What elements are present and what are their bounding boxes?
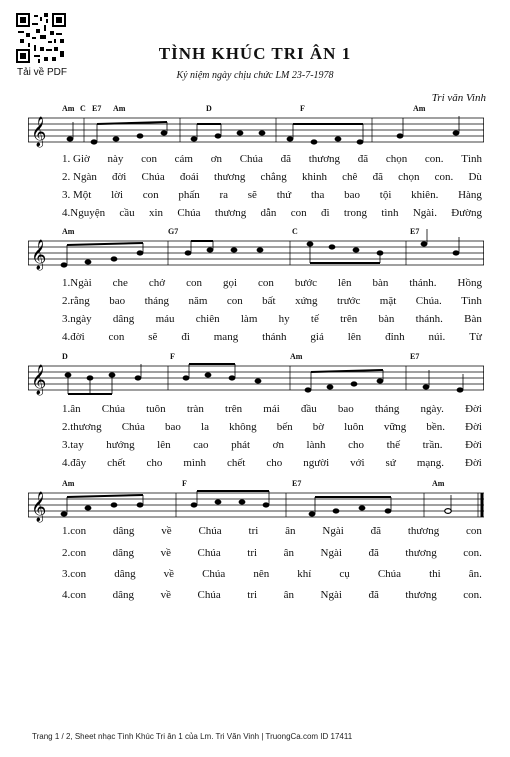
lyric-word: Đời [465, 421, 482, 433]
lyric-word: trước [336, 295, 361, 307]
lyric-word: Hồng [457, 277, 482, 289]
lyric-word: con. [434, 171, 454, 183]
lyric-line [62, 589, 482, 601]
lyric-word: chết [107, 457, 126, 469]
lyric-word: phát [231, 439, 251, 451]
lyric-word: đời [111, 171, 127, 183]
lyric-word: luôn [344, 421, 364, 433]
lyric-word: dâng [112, 547, 135, 559]
lyric-word: lên [157, 439, 171, 451]
lyric-word: chọn [385, 153, 408, 165]
treble-clef-icon: 𝄞 [31, 117, 47, 147]
lyric-word: trên [340, 313, 358, 325]
lyric-word: về [160, 547, 171, 559]
lyric-word: bền. [426, 421, 446, 433]
chord-symbol: G7 [168, 227, 179, 236]
lyric-word: Ngài. [412, 207, 437, 219]
lyric-word: tội [379, 189, 392, 201]
lyric-word: đi [181, 331, 190, 343]
lyric-word: Chúa [177, 207, 201, 219]
lyric-word: thương [407, 525, 440, 537]
lyric-word: che [112, 277, 128, 289]
lyric-word: Dù [468, 171, 482, 183]
chord-symbol: E7 [410, 352, 420, 361]
page-footer: Trang 1 / 2, Sheet nhạc Tình Khúc Tri ân 1 của Lm. Tri Văn Vinh | TruongCa.com ID 17411 [32, 732, 353, 741]
lyric-word: máu [155, 313, 175, 325]
chord-symbol: Am [290, 352, 303, 361]
lyric-word: bàn [372, 277, 389, 289]
lyric-word: Ngài [320, 589, 342, 601]
lyric-word: giá [310, 331, 324, 343]
chord-symbol: Am [62, 227, 75, 236]
lyric-word: cho [146, 457, 163, 469]
lyric-word: đã [280, 153, 292, 165]
lyric-word: đi [320, 207, 330, 219]
lyric-line [62, 207, 482, 219]
lyric-word: 3. Một [62, 189, 92, 201]
lyric-word: cụ [339, 568, 350, 580]
lyric-word: đoái [179, 171, 199, 183]
lyric-word: đầu [300, 403, 317, 415]
chord-symbol: C [80, 104, 86, 113]
lyric-word: thánh. [409, 277, 437, 289]
lyric-word: xứng [295, 295, 318, 307]
lyric-word: tuôn [146, 403, 166, 415]
lyric-line [62, 403, 482, 415]
lyric-word: đã [368, 547, 379, 559]
lyric-word: bến [276, 421, 293, 433]
lyric-word: mái [263, 403, 280, 415]
lyric-word: 1.Ngài [62, 277, 92, 289]
chord-symbol: F [170, 352, 175, 361]
lyric-word: đỉnh [385, 331, 405, 343]
lyric-line [62, 171, 482, 183]
lyric-line [62, 547, 482, 559]
chord-symbol: E7 [410, 227, 420, 236]
lyric-word: đã [372, 171, 383, 183]
chord-symbol: F [182, 479, 187, 488]
lyric-word: làm [240, 313, 258, 325]
lyric-word: con. [463, 589, 482, 601]
lyric-word: con [257, 277, 274, 289]
lyric-word: chẳng [260, 171, 287, 183]
lyric-word: bao [337, 403, 354, 415]
lyric-word: Ngài [320, 547, 342, 559]
lyric-word: Đời [465, 403, 482, 415]
lyric-line [62, 439, 482, 451]
lyric-word: tri [248, 525, 259, 537]
lyric-line [62, 313, 482, 325]
lyric-line [62, 153, 482, 165]
lyric-word: dẫn [260, 207, 277, 219]
lyric-word: năm [188, 295, 208, 307]
lyric-word: chở [148, 277, 166, 289]
lyric-word: đã [357, 153, 369, 165]
lyric-word: con [108, 331, 125, 343]
chord-symbol: E7 [92, 104, 102, 113]
chord-symbol: Am [432, 479, 445, 488]
lyric-word: ra [219, 189, 229, 201]
lyric-word: Hàng [458, 189, 482, 201]
lyric-word: 4.con [62, 589, 87, 601]
lyric-word: gọi [222, 277, 237, 289]
lyric-word: người [303, 457, 330, 469]
lyric-word: về [161, 525, 172, 537]
lyric-word: chọn [398, 171, 420, 183]
lyric-word: Tình [461, 295, 482, 307]
lyric-word: cho [266, 457, 283, 469]
lyric-word: 3.con [62, 568, 87, 580]
lyric-word: 4.đời [62, 331, 85, 343]
lyric-word: thương [214, 207, 247, 219]
lyric-word: ân [283, 589, 294, 601]
lyric-word: tri [247, 589, 258, 601]
lyric-word: sẽ [148, 331, 158, 343]
lyric-word: thương [214, 171, 246, 183]
lyric-word: 2.rằng [62, 295, 90, 307]
lyric-word: bờ [312, 421, 325, 433]
lyric-word: đã [370, 525, 382, 537]
lyric-word: lành [306, 439, 326, 451]
lyric-word: ân [285, 525, 296, 537]
lyric-word: mặt [379, 295, 397, 307]
lyric-word: 1. Giờ [62, 153, 90, 165]
lyric-word: ngày. [420, 403, 444, 415]
lyric-line [62, 525, 482, 537]
chord-symbol: Am [113, 104, 126, 113]
lyric-word: tháng [374, 403, 400, 415]
lyric-word: tha [310, 189, 325, 201]
chord-symbol: D [206, 104, 212, 113]
lyric-word: Bàn [464, 313, 482, 325]
lyric-word: con [290, 207, 307, 219]
lyric-line [62, 457, 482, 469]
lyric-word: dâng [112, 313, 135, 325]
lyric-word: Chúa [141, 171, 165, 183]
lyric-line [62, 295, 482, 307]
lyric-word: Tình [461, 153, 482, 165]
song-author: Tri văn Vinh [431, 92, 486, 104]
lyric-word: 2.con [62, 547, 87, 559]
lyric-word: phấn [178, 189, 200, 201]
lyric-word: Chúa [121, 421, 145, 433]
lyric-word: con [141, 153, 157, 165]
lyric-word: này [107, 153, 124, 165]
lyric-word: tế [310, 313, 319, 325]
lyric-word: Chúa [198, 525, 222, 537]
lyric-word: Chúa [197, 589, 221, 601]
lyric-word: con [226, 295, 243, 307]
chord-symbol: Am [62, 479, 75, 488]
lyric-word: con [466, 525, 482, 537]
lyric-word: 4.Nguyện [62, 207, 106, 219]
lyric-line [62, 421, 482, 433]
lyric-word: khinh [301, 171, 327, 183]
lyric-word: Chúa. [415, 295, 442, 307]
lyric-word: không [229, 421, 257, 433]
lyric-word: dâng [112, 589, 135, 601]
lyric-word: đã [368, 589, 379, 601]
lyric-word: trên [225, 403, 243, 415]
lyric-word: ân. [468, 568, 482, 580]
lyric-line [62, 568, 482, 580]
lyric-word: bao [165, 421, 181, 433]
lyric-word: chết [227, 457, 246, 469]
lyric-word: cao [193, 439, 209, 451]
lyric-word: 3.ngày [62, 313, 92, 325]
lyric-word: vững [383, 421, 407, 433]
lyric-word: bất [262, 295, 276, 307]
lyric-word: tháng [144, 295, 170, 307]
lyric-word: bao [344, 189, 361, 201]
lyric-word: sẽ [247, 189, 257, 201]
lyric-word: lên [338, 277, 352, 289]
lyric-word: Đường [451, 207, 482, 219]
lyric-word: bàn [378, 313, 395, 325]
lyric-word: 3.tay [62, 439, 84, 451]
lyric-word: Chúa [197, 547, 221, 559]
download-pdf-link[interactable]: Tải về PDF [16, 67, 67, 78]
lyric-word: tràn [186, 403, 204, 415]
chord-symbol: F [300, 104, 305, 113]
lyric-word: thánh [262, 331, 287, 343]
lyric-word: trần. [422, 439, 443, 451]
treble-clef-icon: 𝄞 [31, 240, 47, 270]
lyric-word: 2. Ngàn [62, 171, 97, 183]
lyric-word: Ngài [322, 525, 344, 537]
lyric-word: ơn [272, 439, 284, 451]
lyric-line [62, 331, 482, 343]
lyric-word: Chúa [101, 403, 125, 415]
treble-clef-icon: 𝄞 [31, 492, 47, 522]
lyric-word: tình [381, 207, 399, 219]
lyric-word: mình [183, 457, 207, 469]
song-subtitle: Kỷ niệm ngày chịu chức LM 23-7-1978 [176, 70, 334, 81]
chord-symbol: E7 [292, 479, 302, 488]
lyric-word: mạng. [416, 457, 445, 469]
lyric-word: thương [405, 589, 437, 601]
lyric-word: 2.thương [62, 421, 102, 433]
lyric-word: Chúa [202, 568, 226, 580]
lyric-word: hướng [106, 439, 135, 451]
lyric-word: thương [308, 153, 341, 165]
chord-symbol: Am [413, 104, 426, 113]
lyric-word: thi [429, 568, 441, 580]
lyric-word: Đời [465, 439, 482, 451]
lyric-word: con [142, 189, 159, 201]
lyric-word: hy [278, 313, 290, 325]
lyric-line [62, 189, 482, 201]
lyric-word: thứ [276, 189, 292, 201]
chord-symbol: Am [62, 104, 75, 113]
lyric-word: thương [405, 547, 437, 559]
lyric-word: con. [424, 153, 444, 165]
lyric-word: tri [247, 547, 258, 559]
song-title: TÌNH KHÚC TRI ÂN 1 [158, 44, 352, 63]
lyric-word: mang [213, 331, 239, 343]
lyric-word: cám [174, 153, 193, 165]
lyric-word: lên [347, 331, 362, 343]
lyric-word: ơn [210, 153, 223, 165]
lyric-word: khí [297, 568, 312, 580]
lyric-word: khiên. [411, 189, 439, 201]
lyric-word: sứ [385, 457, 396, 469]
lyric-word: Chúa [377, 568, 402, 580]
lyric-word: 1.con [62, 525, 87, 537]
lyric-word: cho [348, 439, 364, 451]
lyric-line [62, 277, 482, 289]
lyric-word: về [160, 589, 171, 601]
lyric-word: bao [109, 295, 126, 307]
treble-clef-icon: 𝄞 [31, 365, 47, 395]
lyric-word: Chúa [239, 153, 263, 165]
lyric-word: con. [463, 547, 482, 559]
lyric-word: con [186, 277, 202, 289]
lyric-word: Đời [465, 457, 482, 469]
lyric-word: 4.đây [62, 457, 87, 469]
chord-symbol: D [62, 352, 68, 361]
lyric-word: cầu [119, 207, 135, 219]
lyric-word: 1.ân [62, 403, 81, 415]
lyric-word: dâng [114, 568, 136, 580]
chord-symbol: C [292, 227, 298, 236]
lyric-word: nên [253, 568, 270, 580]
lyric-word: trong [343, 207, 368, 219]
lyric-word: dâng [112, 525, 135, 537]
lyric-word: chiên [195, 313, 220, 325]
lyric-word: lời [111, 189, 124, 201]
lyric-word: thế [386, 439, 401, 451]
lyric-word: la [201, 421, 209, 433]
lyric-word: thánh. [415, 313, 443, 325]
lyric-word: chê [342, 171, 358, 183]
lyric-word: Từ [469, 331, 482, 343]
lyric-word: với [350, 457, 365, 469]
lyric-word: ân [283, 547, 294, 559]
lyric-word: bước [294, 277, 318, 289]
lyric-word: về [163, 568, 175, 580]
lyric-word: núi. [428, 331, 446, 343]
lyric-word: xin [148, 207, 164, 219]
